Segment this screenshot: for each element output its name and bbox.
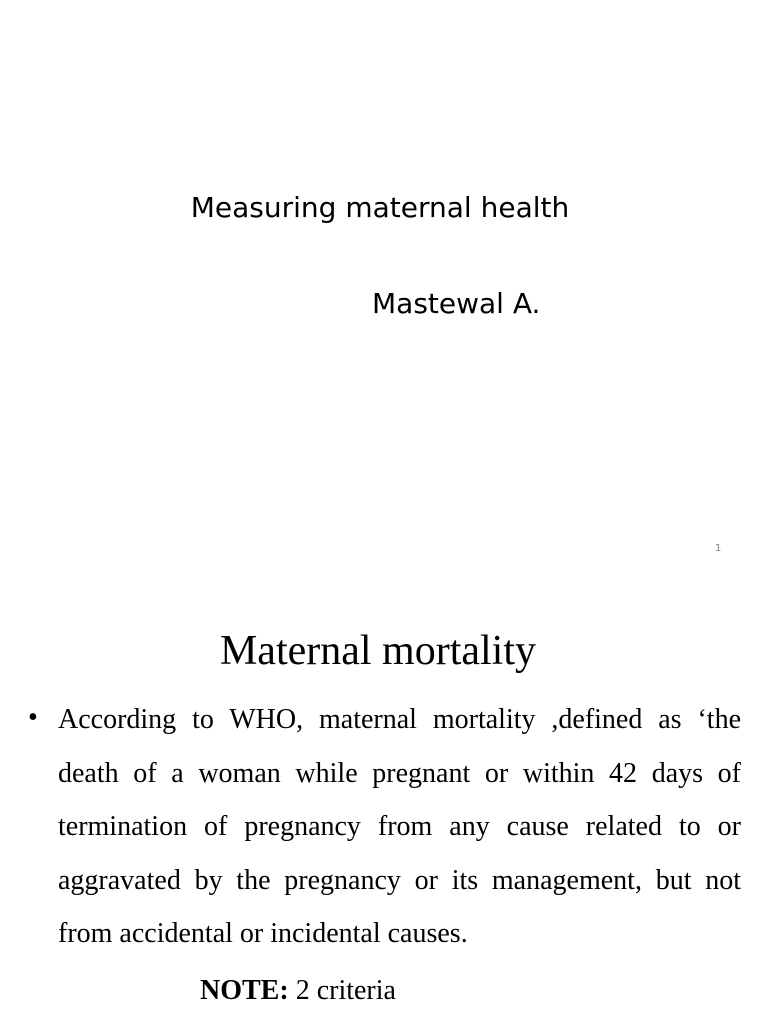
note-line [200, 972, 396, 1010]
note-label: NOTE: [200, 975, 289, 1006]
slide-title: Measuring maternal health [190, 191, 570, 224]
page-number: 1 [715, 543, 722, 554]
content-slide [0, 576, 768, 1024]
slide-heading: Maternal mortality [219, 628, 537, 674]
definition-paragraph: According to WHO, maternal mortality ,defined as ‘the death of a woman while pregnant or within 42 days of termination of pregnancy from any cause related to or aggravated by the pregnancy or its management, but not from accidental or incidental causes. [58, 704, 741, 950]
bullet-marker: • [28, 702, 38, 733]
author-name: Mastewal A. [372, 287, 541, 320]
note-text: 2 criteria [288, 975, 396, 1006]
